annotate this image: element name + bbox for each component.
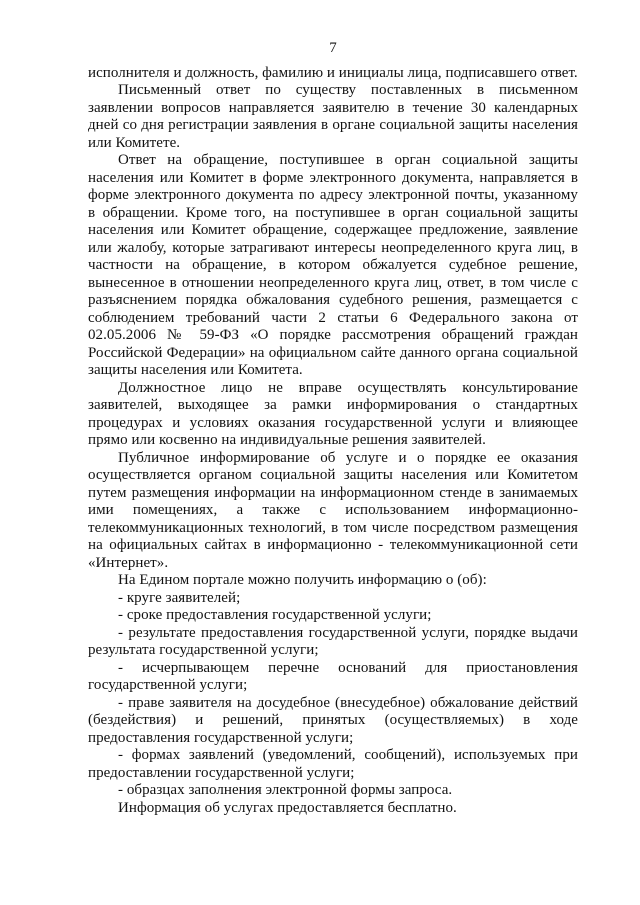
list-item: - праве заявителя на досудебное (внесудебное) обжалование действий (бездействия) и решений, принятых (осуществляемых) в ходе предоставления государственной услуги; bbox=[88, 694, 578, 746]
list-item: - формах заявлений (уведомлений, сообщений), используемых при предоставлении государственной услуги; bbox=[88, 747, 578, 781]
page-number: 7 bbox=[329, 40, 337, 56]
paragraph-portal-intro: На Едином портале можно получить информацию о (об): bbox=[118, 572, 487, 588]
paragraph-official-consulting: Должностное лицо не вправе осуществлять консультирование заявителей, выходящее за рамки информирования о стандартных процедурах и условиях оказания государственной услуги и влияющее прямо или косвенно на индивидуальные решения заявителей. bbox=[88, 379, 578, 448]
list-item: - круге заявителей; bbox=[118, 589, 241, 606]
list-item: - исчерпывающем перечне оснований для приостановления государственной услуги; bbox=[88, 659, 578, 693]
paragraph-continuation: исполнителя и должность, фамилию и инициалы лица, подписавшего ответ. bbox=[88, 64, 578, 81]
list-item: - образцах заполнения электронной формы запроса. bbox=[118, 782, 453, 798]
paragraph-free-info: Информация об услугах предоставляется бесплатно. bbox=[118, 799, 457, 816]
list-item: - сроке предоставления государственной услуги; bbox=[118, 607, 432, 623]
paragraph-written-answer: Письменный ответ по существу поставленных в письменном заявлении вопросов направляется заявителю в течение 30 календарных дней со дня регистрации заявления в органе социальной защиты населения или Комитете. bbox=[88, 82, 578, 151]
paragraph-electronic-answer: Ответ на обращение, поступившее в орган социальной защиты населения или Комитет в форме электронного документа, направляется в форме электронного документа по адресу электронной почты, указанному в обращении. Кроме того, на поступившее в орган социальной защиты населения или Комитет обращение, содержащее предложение, заявление или жалобу, которые затрагивают интересы неопределенного круга лиц, в частности на обращение, в котором обжалуется судебное решение, вынесенное в отношении неопределенного круга лиц, ответ, в том числе с разъяснением порядка обжалования судебного решения, размещается с соблюдением требований части 2 статьи 6 Федерального закона от 02.05.2006 № 59-ФЗ «О порядке рассмотрения обращений граждан Российской Федерации» на официальном сайте данного органа социальной защиты населения или Комитета. bbox=[88, 152, 578, 378]
paragraph-public-informing: Публичное информирование об услуге и о порядке ее оказания осуществляется органом социальной защиты населения или Комитетом путем размещения информации на информационном стенде в занимаемых ими помещениях, а также с использованием информационно-телекоммуникационных технологий, в том числе посредством размещения на официальных сайтах в информационно - телекоммуникационной сети «Интернет». bbox=[88, 449, 578, 571]
document-page bbox=[88, 40, 578, 817]
list-item: - результате предоставления государственной услуги, порядке выдачи результата государственной услуги; bbox=[88, 624, 578, 658]
portal-info-list bbox=[88, 590, 578, 800]
